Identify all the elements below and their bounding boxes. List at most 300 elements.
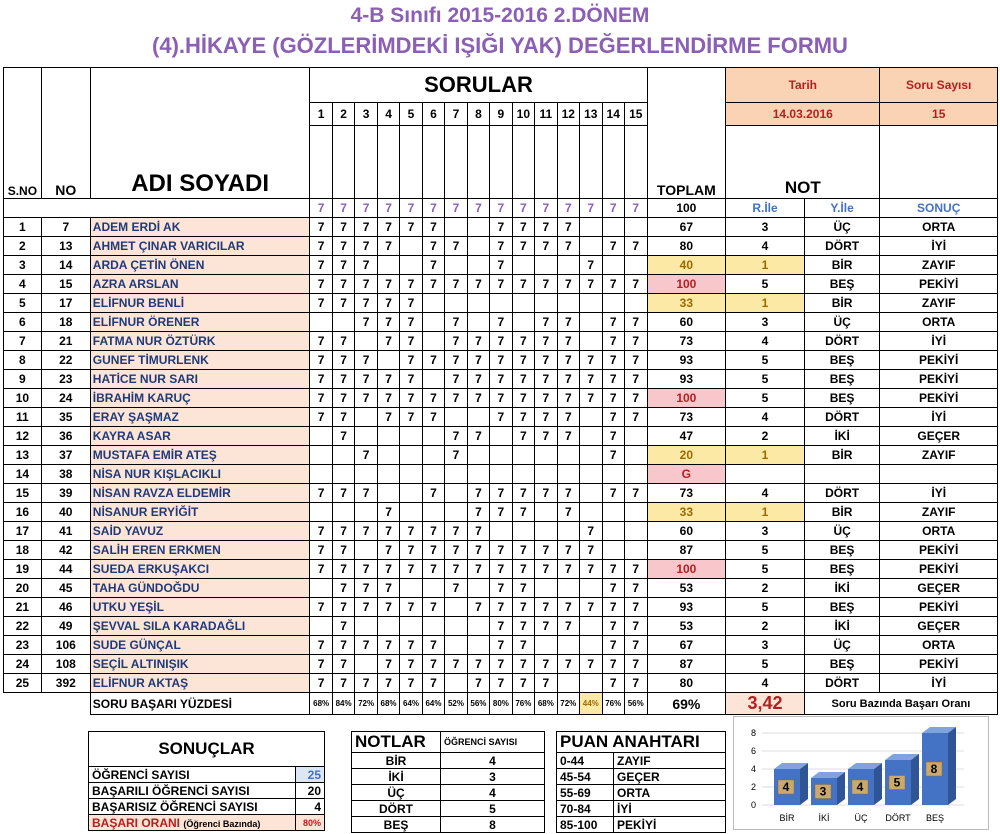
result-cell: ORTA — [880, 636, 998, 655]
score-cell — [310, 579, 332, 598]
puan-label: İYİ — [614, 801, 726, 817]
score-cell: 7 — [400, 560, 422, 579]
score-cell: 7 — [422, 237, 444, 256]
r-ile-cell: 3 — [726, 313, 805, 332]
score-cell: 7 — [512, 218, 534, 237]
r-ile-cell: 5 — [726, 541, 805, 560]
question-points: 7 — [332, 199, 354, 218]
footer-pad — [4, 693, 91, 715]
score-cell — [422, 579, 444, 598]
score-cell: 7 — [355, 294, 377, 313]
score-cell: 7 — [557, 275, 579, 294]
score-cell: 7 — [445, 446, 467, 465]
score-cell: 7 — [535, 332, 557, 351]
result-cell: PEKİYİ — [880, 275, 998, 294]
y-ile-cell: BİR — [804, 503, 880, 522]
score-cell: 7 — [377, 237, 399, 256]
total-cell: 67 — [647, 218, 726, 237]
question-number: 12 — [557, 103, 579, 125]
score-cell — [512, 256, 534, 275]
total-cell: 53 — [647, 579, 726, 598]
student-name: SAİD YAVUZ — [90, 522, 310, 541]
score-cell — [580, 465, 602, 484]
score-cell — [624, 427, 647, 446]
question-percent: 68% — [310, 693, 332, 715]
score-cell: 7 — [332, 560, 354, 579]
y-tick-label: 6 — [750, 746, 756, 756]
score-cell: 7 — [512, 674, 534, 693]
total-cell: 47 — [647, 427, 726, 446]
score-cell: 7 — [400, 636, 422, 655]
score-cell — [445, 503, 467, 522]
basari-orani-value: 80% — [296, 815, 325, 831]
score-cell: 7 — [624, 313, 647, 332]
no-cell: 24 — [41, 389, 90, 408]
score-cell: 7 — [355, 674, 377, 693]
score-cell: 7 — [580, 370, 602, 389]
score-cell: 7 — [332, 484, 354, 503]
score-cell: 7 — [355, 579, 377, 598]
r-ile-header: R.İle — [726, 199, 805, 218]
y-ile-cell: DÖRT — [804, 674, 880, 693]
question-points: 7 — [310, 199, 332, 218]
puan-range: 0-44 — [557, 753, 614, 769]
no-cell: 41 — [41, 522, 90, 541]
score-cell: 7 — [490, 674, 512, 693]
student-name: AHMET ÇINAR VARICILAR — [90, 237, 310, 256]
score-cell: 7 — [332, 541, 354, 560]
question-blank — [624, 125, 647, 198]
score-cell: 7 — [310, 351, 332, 370]
question-points: 7 — [602, 199, 624, 218]
table-row — [4, 256, 998, 275]
score-cell — [355, 408, 377, 427]
score-cell: 7 — [422, 275, 444, 294]
r-ile-cell: 2 — [726, 617, 805, 636]
score-cell: 7 — [512, 351, 534, 370]
score-cell: 7 — [490, 408, 512, 427]
result-cell: ZAYIF — [880, 446, 998, 465]
no-cell: 108 — [41, 655, 90, 674]
sno-cell: 12 — [4, 427, 42, 446]
score-cell: 7 — [535, 370, 557, 389]
grade-chart-svg — [734, 717, 988, 829]
student-name: SUEDA ERKUŞAKCI — [90, 560, 310, 579]
puan-range: 55-69 — [557, 785, 614, 801]
y-ile-cell — [804, 465, 880, 484]
soru-sayisi-value: 15 — [880, 103, 998, 125]
no-cell: 46 — [41, 598, 90, 617]
table-row — [4, 522, 998, 541]
question-blank — [332, 125, 354, 198]
total-cell: 53 — [647, 617, 726, 636]
score-cell: 7 — [400, 522, 422, 541]
score-cell — [332, 313, 354, 332]
question-blank — [490, 125, 512, 198]
score-cell — [535, 294, 557, 313]
sno-cell: 4 — [4, 275, 42, 294]
score-cell: 7 — [602, 446, 624, 465]
score-cell: 7 — [602, 351, 624, 370]
puan-label: PEKİYİ — [614, 817, 726, 833]
score-cell: 7 — [467, 522, 489, 541]
score-cell: 7 — [422, 389, 444, 408]
score-cell — [445, 256, 467, 275]
score-cell — [535, 446, 557, 465]
notlar-count: 4 — [441, 753, 545, 769]
score-cell — [580, 408, 602, 427]
score-cell: 7 — [602, 332, 624, 351]
score-cell: 7 — [332, 256, 354, 275]
table-row — [4, 655, 998, 674]
result-cell: ZAYIF — [880, 503, 998, 522]
score-cell: 7 — [332, 579, 354, 598]
table-row — [4, 332, 998, 351]
no-cell: 38 — [41, 465, 90, 484]
score-cell: 7 — [535, 598, 557, 617]
score-cell — [580, 484, 602, 503]
score-cell: 7 — [377, 560, 399, 579]
score-cell — [624, 541, 647, 560]
score-cell: 7 — [512, 408, 534, 427]
bar-side — [911, 754, 919, 805]
score-cell — [422, 446, 444, 465]
r-ile-cell: 4 — [726, 674, 805, 693]
score-cell: 7 — [422, 655, 444, 674]
total-cell: 73 — [647, 408, 726, 427]
score-cell: 7 — [332, 294, 354, 313]
sno-cell: 8 — [4, 351, 42, 370]
score-cell: 7 — [490, 598, 512, 617]
score-cell: 7 — [535, 541, 557, 560]
r-ile-cell: 4 — [726, 484, 805, 503]
score-cell: 7 — [445, 579, 467, 598]
student-name: ELİFNUR AKTAŞ — [90, 674, 310, 693]
score-cell: 7 — [557, 655, 579, 674]
score-cell: 7 — [400, 389, 422, 408]
table-row — [4, 636, 998, 655]
score-cell — [557, 256, 579, 275]
score-cell — [467, 465, 489, 484]
sonuclar-table — [88, 731, 325, 831]
score-cell: 7 — [332, 370, 354, 389]
score-cell — [512, 522, 534, 541]
score-cell: 7 — [377, 655, 399, 674]
score-cell: 7 — [557, 427, 579, 446]
score-cell: 7 — [332, 427, 354, 446]
y-tick-label: 4 — [750, 764, 756, 774]
puan-range: 45-54 — [557, 769, 614, 785]
score-cell: 7 — [490, 237, 512, 256]
total-cell: 33 — [647, 503, 726, 522]
score-cell: 7 — [355, 313, 377, 332]
result-cell: ZAYIF — [880, 256, 998, 275]
table-row — [4, 408, 998, 427]
no-cell: 21 — [41, 332, 90, 351]
score-cell — [512, 294, 534, 313]
score-cell: 7 — [535, 351, 557, 370]
sonuclar-label: BAŞARISIZ ÖĞRENCİ SAYISI — [89, 799, 296, 815]
score-cell: 7 — [400, 408, 422, 427]
page-subtitle: (4).HİKAYE (GÖZLERİMDEKİ IŞIĞI YAK) DEĞERLENDİRME FORMU — [152, 33, 848, 58]
y-ile-cell: İKİ — [804, 427, 880, 446]
score-cell: 7 — [400, 332, 422, 351]
no-cell: 45 — [41, 579, 90, 598]
no-cell: 17 — [41, 294, 90, 313]
score-cell: 7 — [602, 598, 624, 617]
score-cell: 7 — [377, 579, 399, 598]
score-cell: 7 — [445, 427, 467, 446]
y-ile-cell: DÖRT — [804, 332, 880, 351]
score-cell: 7 — [377, 370, 399, 389]
score-cell: 7 — [490, 370, 512, 389]
sonuclar-value: 25 — [296, 767, 325, 783]
score-cell: 7 — [310, 484, 332, 503]
x-tick-label: BEŞ — [925, 813, 945, 823]
score-cell: 7 — [512, 617, 534, 636]
result-cell: ORTA — [880, 218, 998, 237]
score-cell — [490, 294, 512, 313]
tarih-value: 14.03.2016 — [726, 103, 880, 125]
score-cell: 7 — [490, 636, 512, 655]
score-cell: 7 — [624, 408, 647, 427]
score-cell: 7 — [332, 389, 354, 408]
score-cell — [355, 617, 377, 636]
score-cell: 7 — [310, 598, 332, 617]
question-percent: 56% — [624, 693, 647, 715]
score-cell: 7 — [624, 275, 647, 294]
total-cell: 100 — [647, 275, 726, 294]
question-points: 7 — [422, 199, 444, 218]
r-ile-cell: 5 — [726, 370, 805, 389]
score-cell: 7 — [467, 332, 489, 351]
total-cell: 93 — [647, 351, 726, 370]
score-cell: 7 — [377, 522, 399, 541]
score-cell — [557, 579, 579, 598]
max-total: 100 — [647, 199, 726, 218]
score-cell: 7 — [624, 484, 647, 503]
score-cell: 7 — [467, 370, 489, 389]
total-cell: 80 — [647, 237, 726, 256]
question-percent: 84% — [332, 693, 354, 715]
score-cell — [490, 427, 512, 446]
score-cell: 7 — [422, 598, 444, 617]
sno-header: S.NO — [4, 68, 42, 199]
score-cell: 7 — [400, 351, 422, 370]
score-cell — [377, 484, 399, 503]
sno-cell: 13 — [4, 446, 42, 465]
score-cell: 7 — [310, 408, 332, 427]
question-number: 6 — [422, 103, 444, 125]
no-cell: 40 — [41, 503, 90, 522]
score-cell: 7 — [445, 522, 467, 541]
score-cell — [624, 465, 647, 484]
r-ile-cell: 3 — [726, 636, 805, 655]
puan-range: 70-84 — [557, 801, 614, 817]
score-cell: 7 — [535, 408, 557, 427]
score-cell: 7 — [310, 294, 332, 313]
r-ile-cell: 1 — [726, 503, 805, 522]
puan-anahtari-table — [556, 731, 726, 833]
no-cell: 14 — [41, 256, 90, 275]
sno-cell: 15 — [4, 484, 42, 503]
score-cell: 7 — [422, 484, 444, 503]
score-cell — [422, 503, 444, 522]
score-cell — [535, 256, 557, 275]
score-cell: 7 — [624, 655, 647, 674]
score-cell: 7 — [557, 484, 579, 503]
sno-cell: 3 — [4, 256, 42, 275]
table-row — [4, 446, 998, 465]
score-cell — [377, 465, 399, 484]
score-cell — [355, 465, 377, 484]
score-cell: 7 — [310, 655, 332, 674]
score-cell: 7 — [512, 332, 534, 351]
table-row — [4, 579, 998, 598]
sonuclar-value: 20 — [296, 783, 325, 799]
score-cell: 7 — [490, 332, 512, 351]
no-cell: 37 — [41, 446, 90, 465]
score-cell: 7 — [377, 389, 399, 408]
score-cell — [624, 446, 647, 465]
notlar-grade: ÜÇ — [352, 785, 441, 801]
score-cell: 7 — [490, 389, 512, 408]
score-cell: 7 — [602, 427, 624, 446]
question-points: 7 — [624, 199, 647, 218]
score-cell — [310, 446, 332, 465]
score-cell: 7 — [422, 674, 444, 693]
sno-cell: 6 — [4, 313, 42, 332]
footer-label: SORU BAŞARI YÜZDESİ — [90, 693, 310, 715]
table-row — [4, 389, 998, 408]
score-cell: 7 — [580, 256, 602, 275]
score-cell: 7 — [624, 370, 647, 389]
x-tick-label: BİR — [779, 813, 795, 823]
score-cell: 7 — [557, 408, 579, 427]
total-cell: 40 — [647, 256, 726, 275]
score-cell — [400, 617, 422, 636]
score-cell — [377, 256, 399, 275]
r-ile-cell — [726, 465, 805, 484]
score-cell — [355, 503, 377, 522]
score-cell: 7 — [332, 655, 354, 674]
table-row — [4, 598, 998, 617]
score-cell: 7 — [580, 598, 602, 617]
score-cell: 7 — [422, 408, 444, 427]
score-cell — [535, 579, 557, 598]
result-cell: GEÇER — [880, 617, 998, 636]
score-cell — [602, 541, 624, 560]
y-tick-label: 8 — [750, 728, 756, 738]
score-cell: 7 — [557, 313, 579, 332]
result-cell: ORTA — [880, 313, 998, 332]
puan-label: ZAYIF — [614, 753, 726, 769]
table-row — [4, 541, 998, 560]
score-cell: 7 — [602, 275, 624, 294]
score-cell: 7 — [535, 389, 557, 408]
question-percent: 64% — [400, 693, 422, 715]
score-cell: 7 — [490, 617, 512, 636]
basari-orani-sub: (Öğrenci Bazında) — [183, 818, 261, 829]
score-cell — [467, 579, 489, 598]
bar-side — [874, 763, 882, 805]
score-cell — [580, 427, 602, 446]
r-ile-cell: 5 — [726, 560, 805, 579]
no-cell: 39 — [41, 484, 90, 503]
score-cell: 7 — [332, 218, 354, 237]
r-ile-cell: 5 — [726, 351, 805, 370]
student-name: TAHA GÜNDOĞDU — [90, 579, 310, 598]
score-cell: 7 — [310, 370, 332, 389]
y-tick-label: 2 — [750, 782, 756, 792]
score-cell — [557, 294, 579, 313]
not-header: NOT — [726, 125, 880, 198]
score-cell: 7 — [490, 541, 512, 560]
result-cell: PEKİYİ — [880, 541, 998, 560]
question-points: 7 — [377, 199, 399, 218]
score-cell: 7 — [490, 351, 512, 370]
score-cell — [422, 427, 444, 446]
score-cell — [422, 294, 444, 313]
question-percent: 64% — [422, 693, 444, 715]
score-cell: 7 — [422, 218, 444, 237]
student-name: ŞEVVAL SILA KARADAĞLI — [90, 617, 310, 636]
data-label: 3 — [819, 784, 827, 799]
score-cell — [445, 636, 467, 655]
student-name: UTKU YEŞİL — [90, 598, 310, 617]
question-number: 5 — [400, 103, 422, 125]
score-cell: 7 — [332, 408, 354, 427]
score-cell: 7 — [535, 674, 557, 693]
score-cell — [557, 465, 579, 484]
table-row — [4, 370, 998, 389]
question-points: 7 — [557, 199, 579, 218]
notlar-grade: BİR — [352, 753, 441, 769]
no-cell: 36 — [41, 427, 90, 446]
average-grade: 3,42 — [726, 693, 805, 715]
sno-cell: 24 — [4, 655, 42, 674]
score-cell: 7 — [310, 275, 332, 294]
score-cell: 7 — [624, 389, 647, 408]
question-blank — [602, 125, 624, 198]
score-cell — [422, 313, 444, 332]
score-cell: 7 — [310, 674, 332, 693]
score-cell: 7 — [535, 560, 557, 579]
score-cell: 7 — [624, 332, 647, 351]
question-percent: 72% — [355, 693, 377, 715]
score-cell: 7 — [490, 275, 512, 294]
score-cell — [422, 465, 444, 484]
score-cell: 7 — [422, 256, 444, 275]
score-cell: 7 — [310, 541, 332, 560]
result-cell: İYİ — [880, 408, 998, 427]
score-cell: 7 — [355, 370, 377, 389]
score-cell — [624, 256, 647, 275]
data-label: 4 — [856, 780, 864, 794]
blank-header — [880, 125, 998, 198]
sno-cell: 25 — [4, 674, 42, 693]
score-cell: 7 — [557, 541, 579, 560]
score-cell — [602, 256, 624, 275]
question-blank — [355, 125, 377, 198]
question-percent: 80% — [490, 693, 512, 715]
score-cell: 7 — [602, 389, 624, 408]
r-ile-cell: 5 — [726, 655, 805, 674]
student-name: AZRA ARSLAN — [90, 275, 310, 294]
bar-side — [800, 763, 808, 805]
score-cell — [580, 218, 602, 237]
score-cell: 7 — [557, 370, 579, 389]
